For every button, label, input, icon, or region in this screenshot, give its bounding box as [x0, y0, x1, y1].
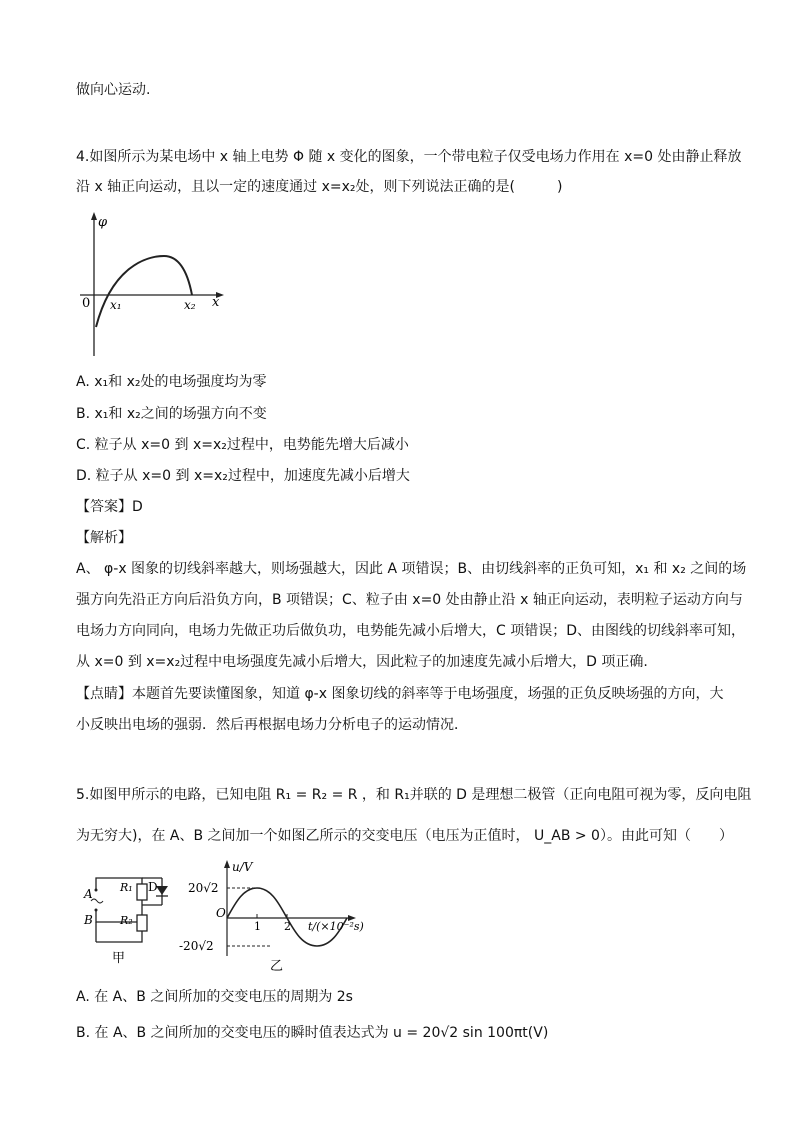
- diode-icon: [156, 886, 168, 895]
- wave-pos-peak: 20√2: [188, 881, 219, 895]
- q4-option-b: B. x₁和 x₂之间的场强方向不变: [76, 406, 267, 422]
- q4-answer: 【答案】D: [76, 499, 143, 515]
- circuit-label-b: B: [84, 913, 93, 927]
- q5-option-a: A. 在 A、B 之间所加的交变电压的周期为 2s: [76, 989, 353, 1005]
- q4-analysis-line-1: A、 φ-x 图象的切线斜率越大，则场强越大，因此 A 项错误；B、由切线斜率的正负可知，x₁ 和 x₂ 之间的场: [76, 561, 747, 577]
- wave-caption: 乙: [270, 959, 284, 974]
- wave-x-label: t/(×10⁻²s): [308, 920, 364, 933]
- circuit-diagram: [82, 858, 182, 968]
- circuit-label-r2: R₂: [120, 914, 133, 927]
- wave-tick-2: 2: [284, 920, 291, 933]
- graph-x-label: x: [212, 295, 220, 310]
- q4-analysis-line-3: 电场力方向同向，电场力先做正功后做负功，电势能先减小后增大，C 项错误；D、由图线的切线斜率可知，: [76, 623, 746, 639]
- wave-y-label: u/V: [232, 860, 253, 874]
- q4-remark-line-2: 小反映出电场的强弱．然后再根据电场力分析电子的运动情况．: [76, 717, 468, 733]
- circuit-label-d: D: [148, 880, 158, 894]
- graph-x2-label: x₂: [184, 298, 196, 312]
- intro-line: 做向心运动.: [76, 82, 151, 98]
- voltage-waveform: [176, 856, 376, 974]
- q4-stem-line-1: 4.如图所示为某电场中 x 轴上电势 Φ 随 x 变化的图象，一个带电粒子仅受电场力作用在 x=0 处由静止释放: [76, 149, 742, 165]
- q4-analysis-line-2: 强方向先沿正方向后沿负方向，B 项错误；C、粒子由 x=0 处由静止沿 x 轴正向运动，表明粒子运动方向与: [76, 592, 743, 608]
- graph-y-label: φ: [98, 215, 108, 230]
- q4-option-a: A. x₁和 x₂处的电场强度均为零: [76, 374, 267, 390]
- circuit-caption: 甲: [112, 951, 126, 966]
- q4-option-c: C. 粒子从 x=0 到 x=x₂过程中，电势能先增大后减小: [76, 437, 409, 453]
- wave-neg-peak: -20√2: [179, 939, 214, 953]
- q4-analysis-line-4: 从 x=0 到 x=x₂过程中电场强度先减小后增大，因此粒子的加速度先减小后增大，D 项正确.: [76, 654, 648, 670]
- circuit-label-a: A: [84, 887, 93, 901]
- q4-analysis-title: 【解析】: [76, 530, 132, 546]
- circuit-label-r1: R₁: [120, 881, 133, 894]
- graph-x1-label: x₁: [110, 298, 122, 312]
- graph-origin-label: 0: [82, 296, 91, 311]
- q4-remark-line-1: 【点睛】本题首先要读懂图象，知道 φ-x 图象切线的斜率等于电场强度，场强的正负反映场强的方向，大: [76, 686, 724, 702]
- q5-option-b: B. 在 A、B 之间所加的交变电压的瞬时值表达式为 u = 20√2 sin 100πt(V): [76, 1025, 549, 1041]
- potential-graph: [72, 206, 242, 366]
- wave-origin: O: [216, 906, 226, 920]
- q4-stem-line-2: 沿 x 轴正向运动，且以一定的速度通过 x=x₂处，则下列说法正确的是( ): [76, 179, 563, 195]
- q5-stem-line-1: 5.如图甲所示的电路，已知电阻 R₁ = R₂ = R ，和 R₁并联的 D 是理想二极管（正向电阻可视为零，反向电阻: [76, 787, 752, 803]
- wave-tick-1: 1: [254, 920, 261, 933]
- q5-stem-line-2: 为无穷大)，在 A、B 之间加一个如图乙所示的交变电压（电压为正值时， U_AB > 0）。由此可知（ ）: [76, 828, 733, 844]
- q4-option-d: D. 粒子从 x=0 到 x=x₂过程中，加速度先减小后增大: [76, 468, 410, 484]
